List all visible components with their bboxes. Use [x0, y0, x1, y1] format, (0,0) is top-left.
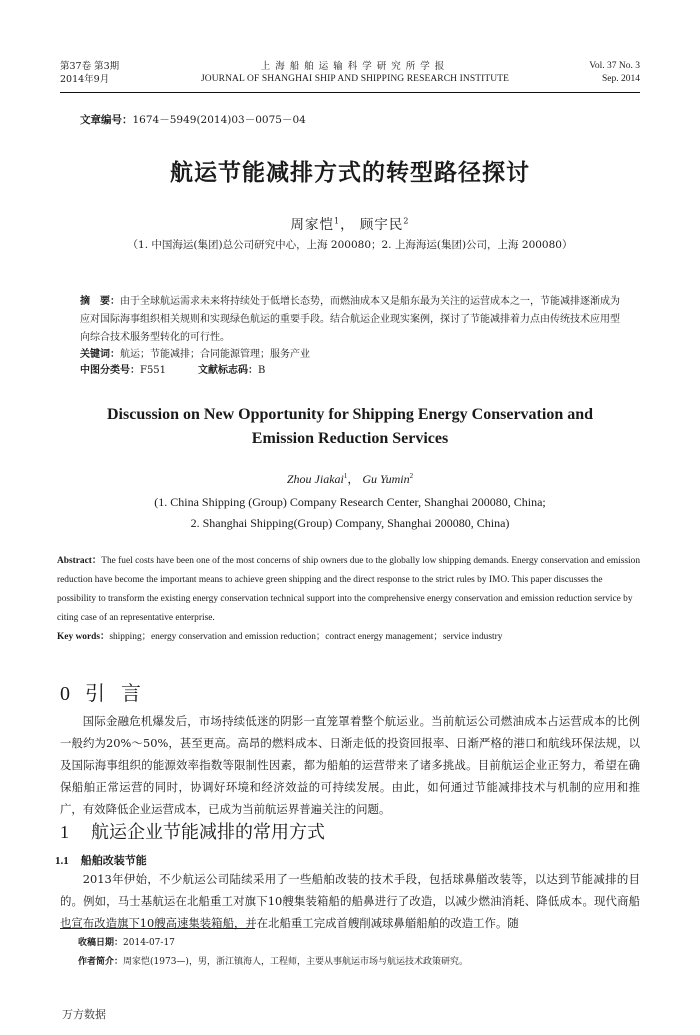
title-zh: 航运节能减排方式的转型路径探讨 — [170, 159, 530, 186]
retrofit-paragraph — [60, 868, 640, 934]
retrofit-paragraph-text: 2013年伊始，不少航运公司陆续采用了一些船舶改装的技术手段，包括球鼻艏改装等，以达到节能减排的目的。例如，马士基航运在北船重工对旗下10艘集装箱船的船鼻进行了改造，以减少燃油消耗、降低成本。现代商船也宣布改造旗下10艘高速集装箱船，并在北船重工完成首艘削减球鼻艏船舶的改造工作。随 — [60, 872, 640, 930]
footnotes — [78, 934, 468, 972]
header-journal-zh: 上海船舶运输科学研究所学报 — [260, 61, 450, 72]
abstract-zh — [80, 293, 625, 347]
classification-row — [80, 363, 625, 379]
intro-paragraph — [60, 710, 640, 820]
section-0-heading — [60, 677, 157, 706]
doc-code-label: 文献标志码： — [198, 365, 258, 376]
abstract-en-text: The fuel costs have been one of the most concerns of ship owners due to the globally low shipping demands. Energy conservation and emission reduction have become the important means to achieve green shipping and the direct response to the strict rules by IMO. This paper discusses the possibility to transform the existing energy conservation technical support into the comprehensive energy conservation and emission reduction service by citing case of an representative enterprise. — [57, 556, 641, 623]
subsection-1-1-number: 1.1 — [55, 855, 69, 867]
abstract-en-block — [57, 552, 642, 647]
header-rule — [60, 92, 640, 93]
received-date-value: 2014-07-17 — [123, 938, 175, 948]
intro-paragraph-text: 国际金融危机爆发后，市场持续低迷的阴影一直笼罩着整个航运业。当前航运公司燃油成本占运营成本的比例一般约为20%～50%，甚至更高。高昂的燃料成本、日渐走低的投资回报率、日渐严格的港口和航线环保法规，以及国际海事组织的能源效率指数等限制性因素，都为船舶的运营带来了诸多挑战。目前航运企业正努力，希望在确保船舶正常运营的同时，协调好环境和经济效益的可持续发展。由此，如何通过节能减排技术与机制的应用和推广，有效降低企业运营成本，已成为当前航运界普遍关注的问题。 — [60, 714, 640, 816]
author-separator-en: ， — [347, 472, 360, 486]
author1-zh: 周家恺 — [290, 217, 334, 233]
header-volume-zh — [60, 60, 170, 86]
author2-zh: 顾宇民 — [359, 217, 404, 233]
abstract-en-label: Abstract： — [57, 556, 102, 566]
affiliation-en-line2: 2. Shanghai Shipping(Group) Company, Shanghai 200080, China) — [190, 516, 510, 530]
keywords-en — [57, 628, 642, 647]
doc-code-value: B — [258, 365, 266, 376]
article-number — [80, 112, 306, 127]
author2-en: Gu Yumin — [362, 472, 410, 486]
received-date-label: 收稿日期： — [78, 938, 124, 948]
section-1-title: 航运企业节能减排的常用方式 — [91, 822, 325, 843]
page-header — [60, 60, 640, 90]
keywords-zh-text: 航运；节能减排；合同能源管理；服务产业 — [120, 349, 310, 360]
author-bio-value: 周家恺(1973—)，男，浙江镇海人，工程师，主要从事航运市场与航运技术政策研究。 — [123, 957, 468, 967]
abstract-zh-text: 由于全球航运需求未来将持续处于低增长态势，而燃油成本又是船东最为关注的运营成本之一，节能减排逐渐成为应对国际海事组织相关规则和实现绿色航运的重要手段。结合航运企业现实案例，探讨了节能减排着力点由传统技术应用型向综合技术服务型转化的可行性。 — [80, 296, 620, 343]
affiliation-zh: （1. 中国海运(集团)总公司研究中心，上海 200080；2. 上海海运(集团)公司，上海 200080） — [127, 239, 573, 251]
subsection-1-1-title: 船舶改装节能 — [80, 854, 147, 867]
abstract-zh-block — [80, 293, 625, 379]
header-date-zh: 2014年9月 — [60, 74, 110, 85]
title-en — [60, 403, 640, 451]
received-date — [78, 934, 468, 953]
article-number-value: 1674－5949(2014)03－0075－04 — [132, 114, 306, 126]
source-watermark: 万方数据 — [62, 1008, 106, 1021]
author1-en-mark: 1 — [343, 472, 348, 480]
keywords-en-label: Key words： — [57, 632, 110, 642]
abstract-zh-label: 摘 要： — [80, 296, 120, 307]
affiliation-en — [60, 492, 640, 534]
header-vol-issue-en: Vol. 37 No. 3 — [589, 61, 640, 71]
title-en-line1: Discussion on New Opportunity for Shipping Energy Conservation and — [106, 406, 594, 423]
header-vol-issue-zh: 第37卷 第3期 — [60, 61, 120, 72]
section-0-number: 0 — [60, 683, 71, 705]
keywords-zh-label: 关键词： — [80, 349, 120, 360]
clc-value: F551 — [140, 365, 167, 376]
keywords-en-text: shipping；energy conservation and emission reduction；contract energy management；service industry — [109, 632, 503, 642]
section-0-title: 引言 — [85, 681, 157, 705]
authors-zh — [0, 213, 700, 233]
author2-en-mark: 2 — [409, 472, 414, 480]
author-separator-zh: ， — [340, 217, 355, 233]
header-volume-en — [540, 60, 640, 86]
header-journal — [170, 60, 540, 86]
author1-zh-mark: 1 — [334, 216, 341, 226]
subsection-1-1-heading — [55, 852, 147, 868]
author-bio-label: 作者简介： — [78, 957, 124, 967]
article-number-label: 文章编号： — [80, 114, 133, 126]
clc-label: 中图分类号： — [80, 365, 140, 376]
section-1-heading — [60, 818, 325, 844]
title-en-line2: Emission Reduction Services — [251, 430, 449, 447]
header-date-en: Sep. 2014 — [602, 74, 640, 84]
keywords-zh — [80, 347, 625, 363]
section-1-number: 1 — [60, 822, 69, 842]
authors-en — [0, 470, 700, 487]
author2-zh-mark: 2 — [403, 216, 410, 226]
abstract-en — [57, 552, 642, 628]
header-journal-en: JOURNAL OF SHANGHAI SHIP AND SHIPPING RESEARCH INSTITUTE — [200, 74, 510, 84]
footnote-rule — [60, 928, 255, 929]
author-bio — [78, 953, 468, 972]
affiliation-en-line1: (1. China Shipping (Group) Company Research Center, Shanghai 200080, China; — [154, 495, 546, 509]
author1-en: Zhou Jiakai — [286, 472, 344, 486]
